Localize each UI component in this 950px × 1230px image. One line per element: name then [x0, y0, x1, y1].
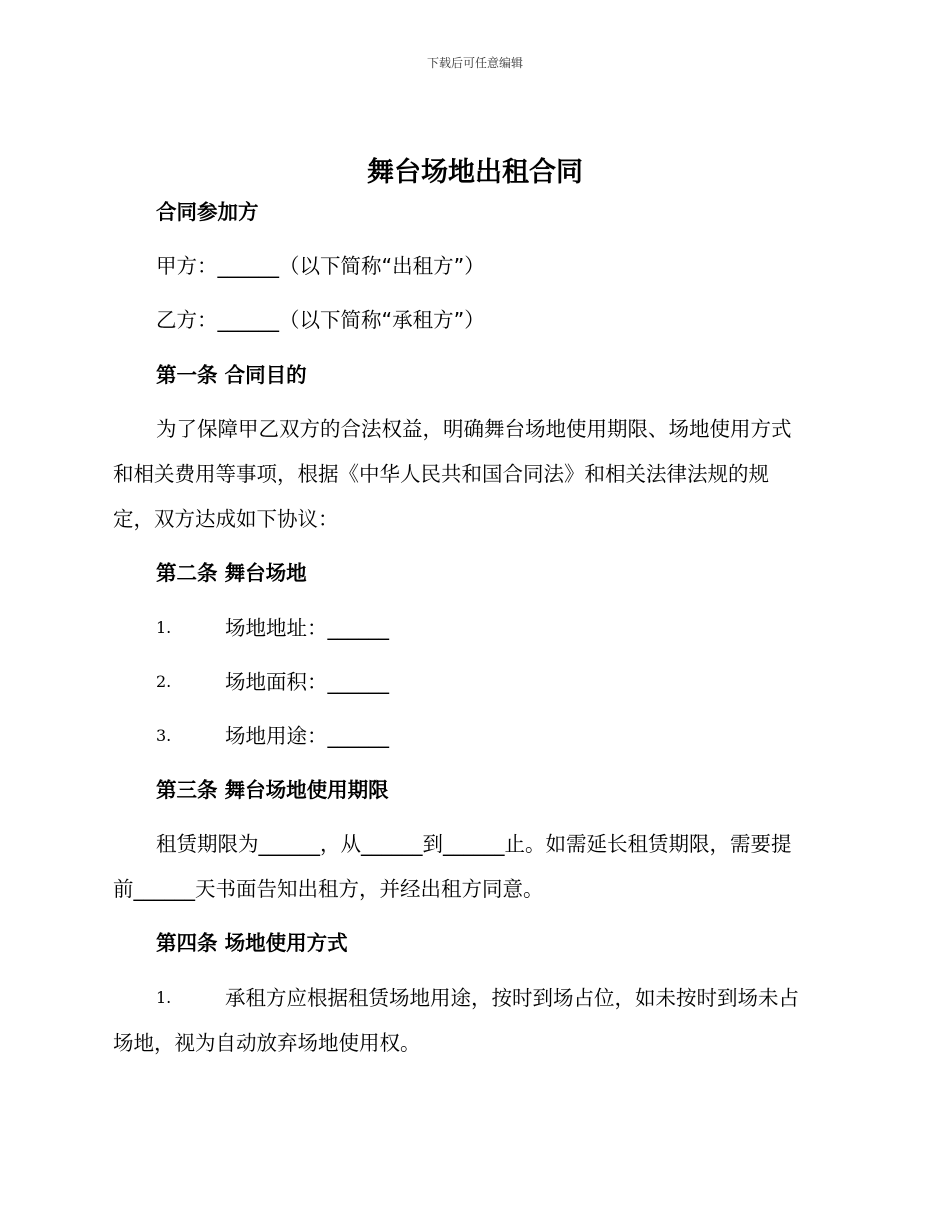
item-number: 1.: [156, 618, 172, 637]
article1-line3: 定，双方达成如下协议：: [113, 507, 339, 531]
header-note: 下载后可任意编辑: [426, 56, 523, 70]
article3-heading: 第三条 舞台场地使用期限: [156, 778, 389, 802]
item-number: 2.: [156, 672, 172, 691]
article4-heading: 第四条 场地使用方式: [156, 931, 348, 955]
document-title: 舞台场地出租合同: [367, 157, 583, 188]
item-text: 承租方应根据租赁场地用途，按时到场占位，如未按时到场未占: [225, 986, 799, 1010]
parties-heading: 合同参加方: [156, 200, 259, 224]
article1-line1: 为了保障甲乙双方的合法权益，明确舞台场地使用期限、场地使用方式: [156, 417, 792, 441]
article2-heading: 第二条 舞台场地: [156, 561, 307, 585]
article3-line2: 前______天书面告知出租方，并经出租方同意。: [113, 877, 544, 901]
party-a-line: 甲方：______（以下简称“出租方”）: [156, 254, 485, 278]
party-b-line: 乙方：______（以下简称“承租方”）: [156, 308, 485, 332]
item-text: 场地地址：______: [225, 616, 389, 640]
item-number: 1.: [156, 988, 172, 1007]
article3-line1: 租赁期限为______，从______到______止。如需延长租赁期限，需要提: [156, 832, 792, 856]
article4-item-1-cont: 场地，视为自动放弃场地使用权。: [113, 1031, 421, 1055]
item-number: 3.: [156, 726, 172, 745]
item-text: 场地用途：______: [225, 724, 389, 748]
article1-heading: 第一条 合同目的: [156, 363, 307, 387]
item-text: 场地面积：______: [225, 670, 389, 694]
article1-line2: 和相关费用等事项，根据《中华人民共和国合同法》和相关法律法规的规: [113, 462, 769, 486]
